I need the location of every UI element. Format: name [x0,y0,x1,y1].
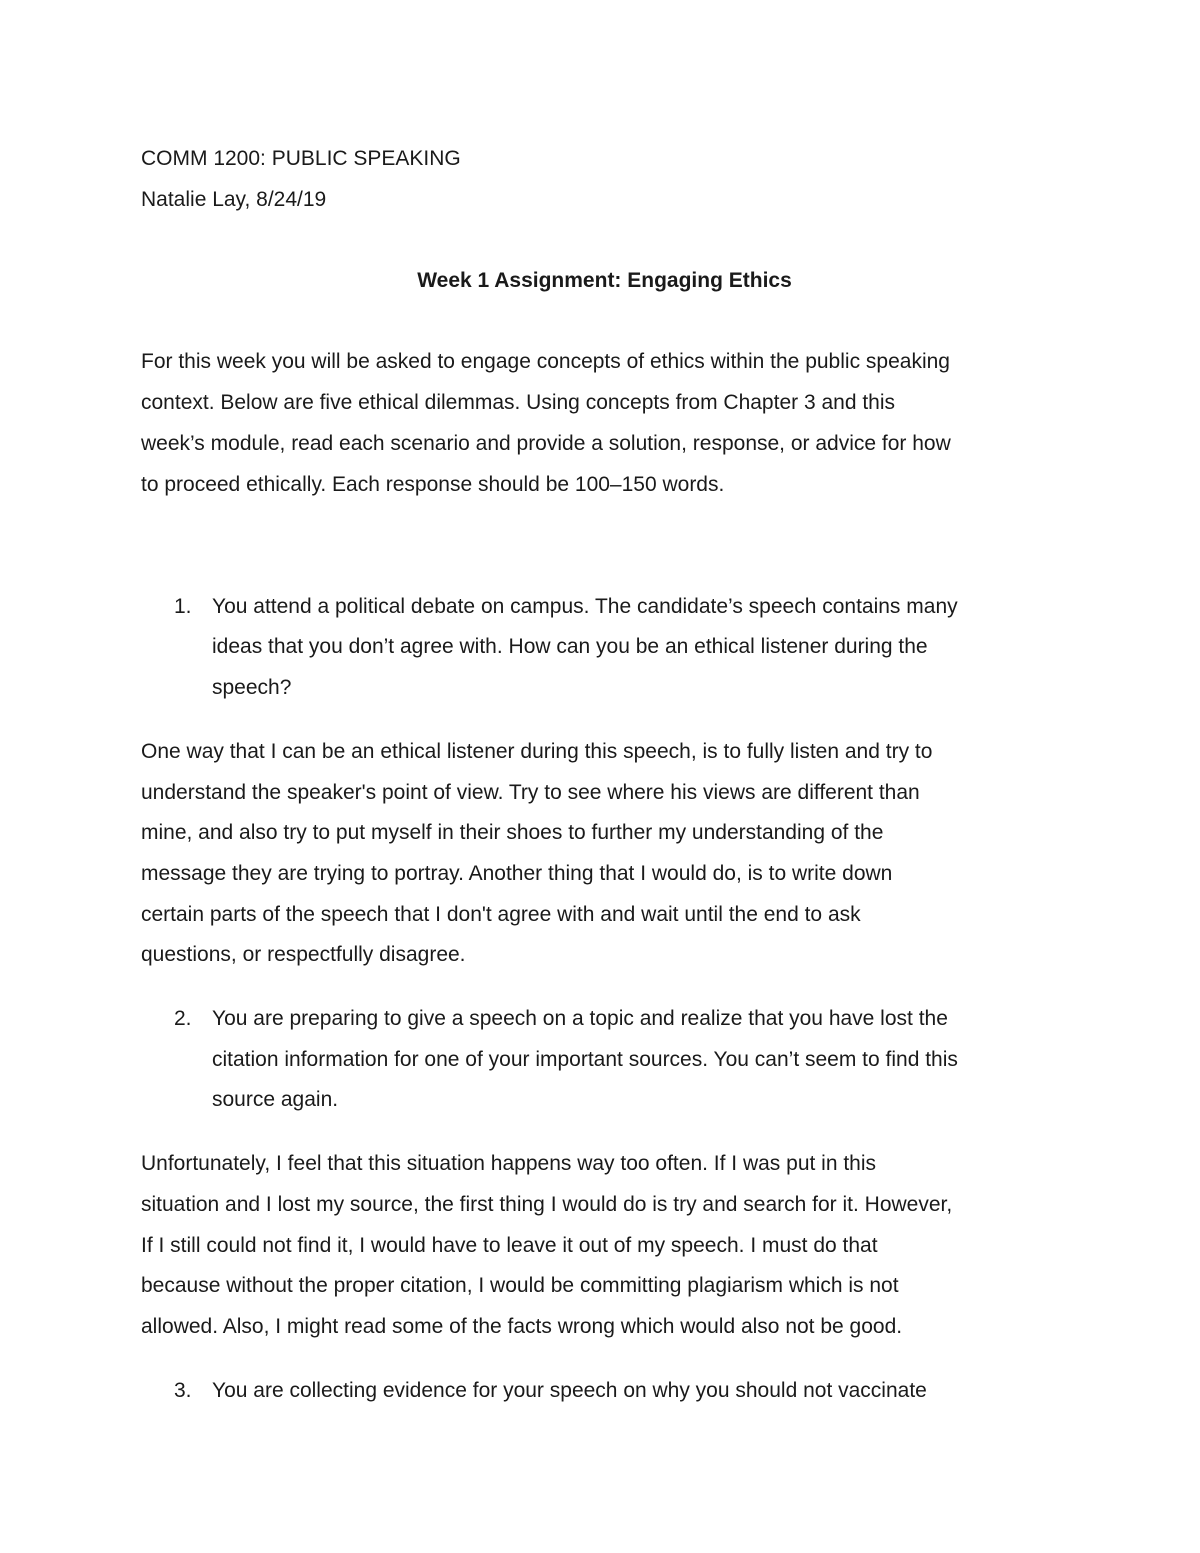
answer-2 [141,1144,1061,1348]
spacer [141,1121,1061,1144]
question-line: citation information for one of your important sources. You can’t seem to find this [212,1047,958,1071]
question-line: You are collecting evidence for your speech on why you should not vaccinate [212,1378,927,1402]
question-1 [141,587,1061,709]
answer-line: situation and I lost my source, the first thing I would do is try and search for it. However, [141,1192,953,1216]
question-number: 3. [174,1378,192,1402]
question-2 [141,999,1061,1121]
spacer [141,505,1061,586]
answer-line: certain parts of the speech that I don't agree with and wait until the end to ask [141,902,861,926]
question-line: speech? [212,676,292,700]
spacer [141,220,1061,261]
intro-paragraph [141,342,1061,505]
course-header: COMM 1200: PUBLIC SPEAKING [141,147,461,170]
answer-line: questions, or respectfully disagree. [141,943,466,967]
answer-line: One way that I can be an ethical listener during this speech, is to fully listen and try to [141,739,933,763]
intro-line: For this week you will be asked to engage concepts of ethics within the public speaking [141,350,950,374]
spacer [141,1348,1061,1371]
assignment-title: Week 1 Assignment: Engaging Ethics [417,269,792,293]
question-line: source again. [212,1088,339,1112]
author-date: Natalie Lay, 8/24/19 [141,187,327,211]
spacer [141,976,1061,999]
answer-line: because without the proper citation, I would be committing plagiarism which is not [141,1274,899,1298]
answer-1 [141,732,1061,976]
answer-line: mine, and also try to put myself in their shoes to further my understanding of the [141,821,884,845]
intro-line: week’s module, read each scenario and provide a solution, response, or advice for how [141,431,951,455]
question-3 [141,1371,1061,1412]
answer-line: If I still could not find it, I would have to leave it out of my speech. I must do that [141,1233,878,1257]
document-body [141,139,1061,1411]
question-line: ideas that you don’t agree with. How can you be an ethical listener during the [212,635,928,659]
answer-line: allowed. Also, I might read some of the facts wrong which would also not be good. [141,1314,903,1338]
intro-line: context. Below are five ethical dilemmas. Using concepts from Chapter 3 and this [141,391,896,415]
spacer [141,302,1061,343]
answer-line: understand the speaker's point of view. Try to see where his views are different than [141,780,920,804]
question-number: 1. [174,594,192,618]
answer-line: message they are trying to portray. Another thing that I would do, is to write down [141,861,893,885]
question-line: You are preparing to give a speech on a topic and realize that you have lost the [212,1007,948,1031]
question-number: 2. [174,1007,192,1031]
intro-line: to proceed ethically. Each response should be 100–150 words. [141,472,725,496]
spacer [141,709,1061,732]
answer-line: Unfortunately, I feel that this situation happens way too often. If I was put in this [141,1152,877,1176]
question-line: You attend a political debate on campus. The candidate’s speech contains many [212,594,958,618]
